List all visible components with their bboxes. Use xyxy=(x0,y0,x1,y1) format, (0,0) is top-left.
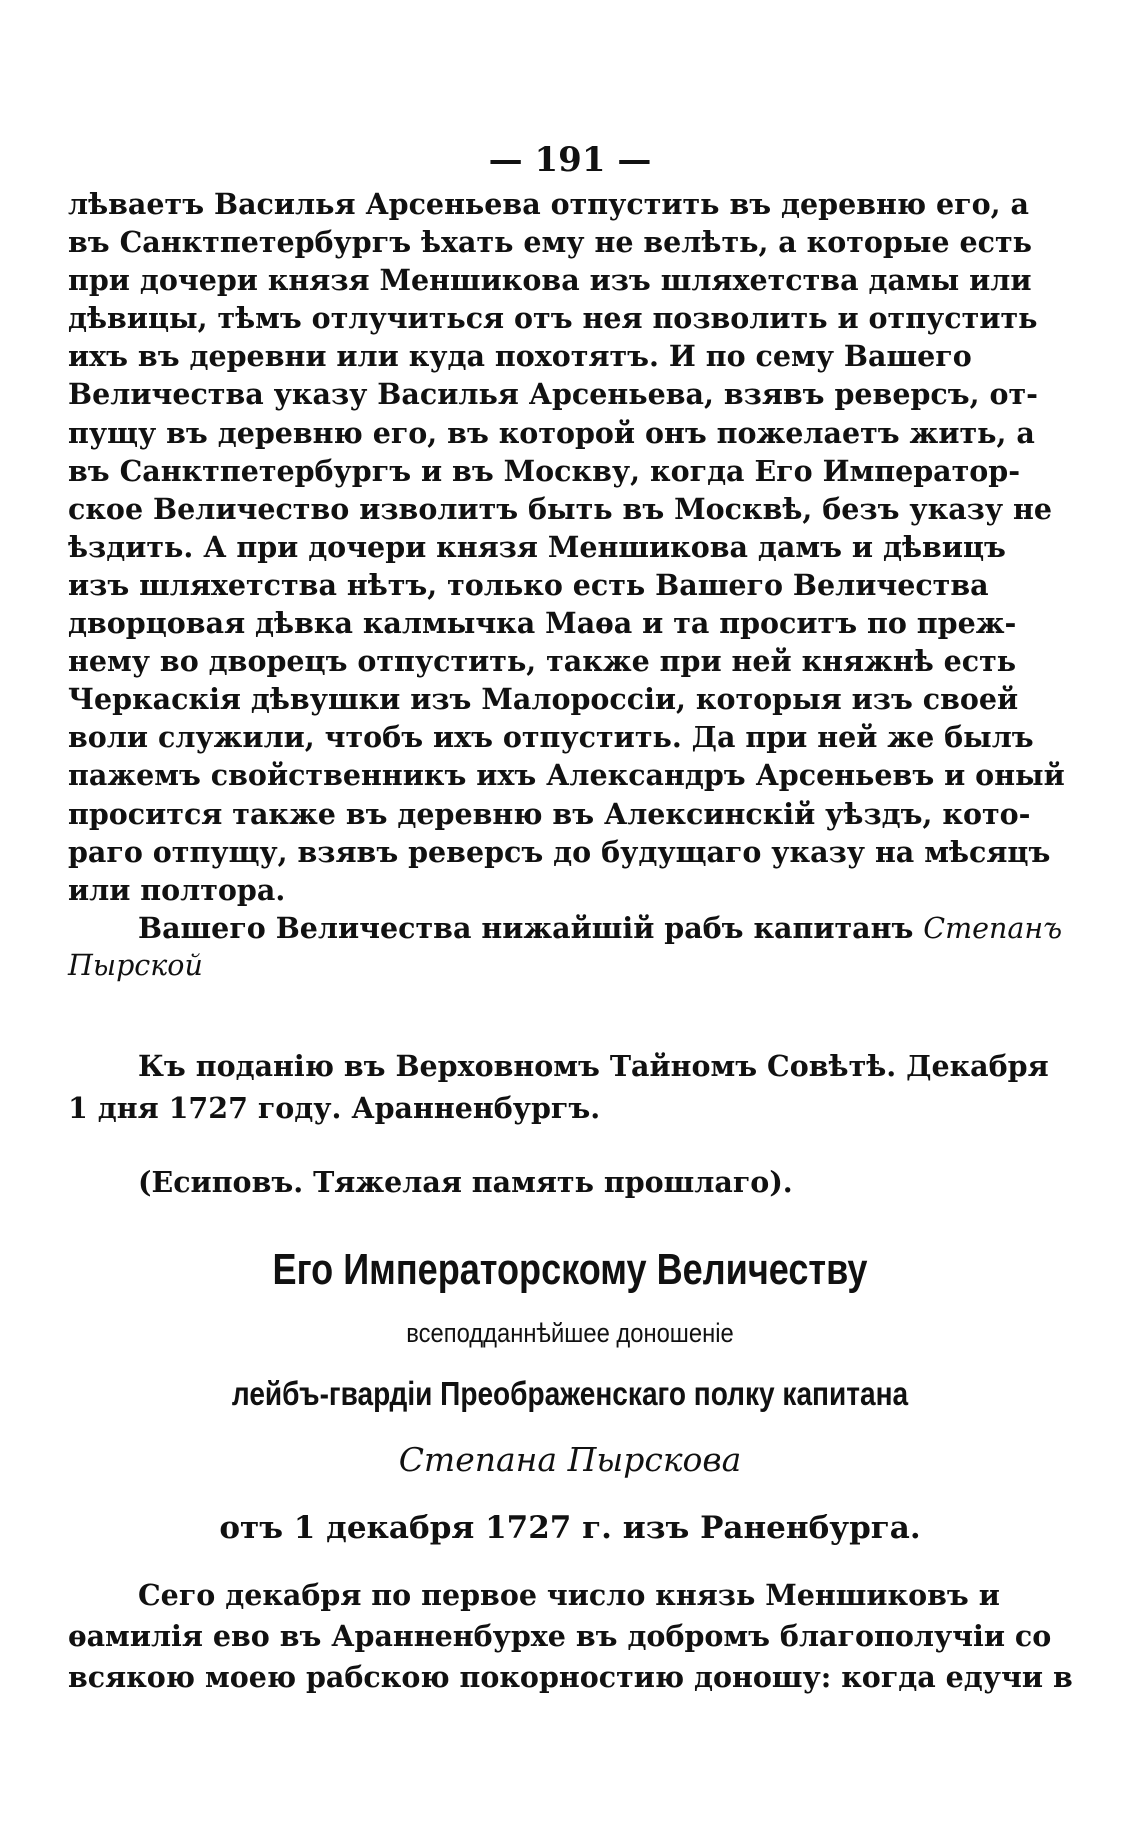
text-line: воли служили, чтобъ ихъ отпустить. Да при ней же былъ xyxy=(68,720,1034,755)
document-heading: Его Императорскому Величеству xyxy=(272,1245,868,1294)
text-line: раго отпущу, взявъ реверсъ до будущаго указу на мѣсяцъ xyxy=(68,834,1051,869)
document-date: отъ 1 декабря 1727 г. изъ Раненбурга. xyxy=(219,1510,921,1546)
text-line: дѣвицы, тѣмъ отлучиться отъ нея позволить и отпустить xyxy=(68,301,1038,336)
text-line: въ Санктпетербургъ ѣхать ему не велѣть, а которые есть xyxy=(68,225,1032,260)
text-line: пущу въ деревню его, въ которой онъ пожелаетъ жить, а xyxy=(68,415,1035,450)
text-line: Сего декабря по первое число князь Меншиковъ и xyxy=(138,1578,1000,1612)
signature-name: Степанъ xyxy=(923,911,1063,945)
text-line: изъ шляхетства нѣтъ, только есть Вашего Величества xyxy=(68,567,989,602)
report-text-block xyxy=(68,1575,1073,1698)
document-subheading: всеподданнѣйшее доношеніе xyxy=(406,1318,734,1348)
text-line: просится также въ деревню въ Алексинскій уѣздъ, кото- xyxy=(68,796,1031,831)
text-line: или полтора. xyxy=(68,872,286,907)
signature-name-continuation: Пырской xyxy=(68,948,203,982)
text-line: при дочери князя Меншикова изъ шляхетства дамы или xyxy=(68,263,1032,298)
submission-note xyxy=(68,1045,1049,1129)
text-line: дворцовая дѣвка калмычка Маѳа и та проситъ по преж- xyxy=(68,606,1017,641)
author-rank: лейбъ-гвардіи Преображенскаго полку капитана xyxy=(231,1375,909,1412)
text-line: всякою моею рабскою покорностию доношу: когда едучи в xyxy=(68,1660,1073,1694)
text-line: Величества указу Василья Арсеньева, взявъ реверсъ, от- xyxy=(68,377,1038,412)
signature-prefix: Вашего Величества нижайшій рабъ капитанъ xyxy=(138,910,914,945)
text-line: ское Величество изволитъ быть въ Москвѣ, безъ указу не xyxy=(68,491,1053,526)
source-citation: (Есиповъ. Тяжелая память прошлаго). xyxy=(138,1165,793,1199)
text-line: въ Санктпетербургъ и въ Москву, когда Его Император- xyxy=(68,453,1021,488)
page-number: — 191 — xyxy=(488,140,652,180)
text-line: Черкаскія дѣвушки изъ Малороссіи, которыя изъ своей xyxy=(68,682,1019,717)
note-line: Къ поданію въ Верховномъ Тайномъ Совѣтѣ. Декабря xyxy=(138,1049,1049,1083)
text-line: лѣваетъ Василья Арсеньева отпустить въ деревню его, а xyxy=(68,187,1029,221)
text-line: ихъ въ деревни или куда похотятъ. И по сему Вашего xyxy=(68,339,972,374)
note-line: 1 дня 1727 году. Аранненбургъ. xyxy=(68,1091,601,1125)
text-line: нему во дворецъ отпустить, также при ней княжнѣ есть xyxy=(68,644,1017,679)
main-text-block xyxy=(68,185,1065,985)
text-line: пажемъ свойственникъ ихъ Александръ Арсеньевъ и оный xyxy=(68,758,1065,793)
signature-line xyxy=(68,909,1063,947)
author-name: Степана Пырскова xyxy=(398,1440,742,1479)
text-line: ѣздить. А при дочери князя Меншикова дамъ и дѣвицъ xyxy=(68,529,1006,564)
text-line: ѳамилія ево въ Аранненбурхе въ добромъ благополучіи со xyxy=(68,1619,1052,1653)
